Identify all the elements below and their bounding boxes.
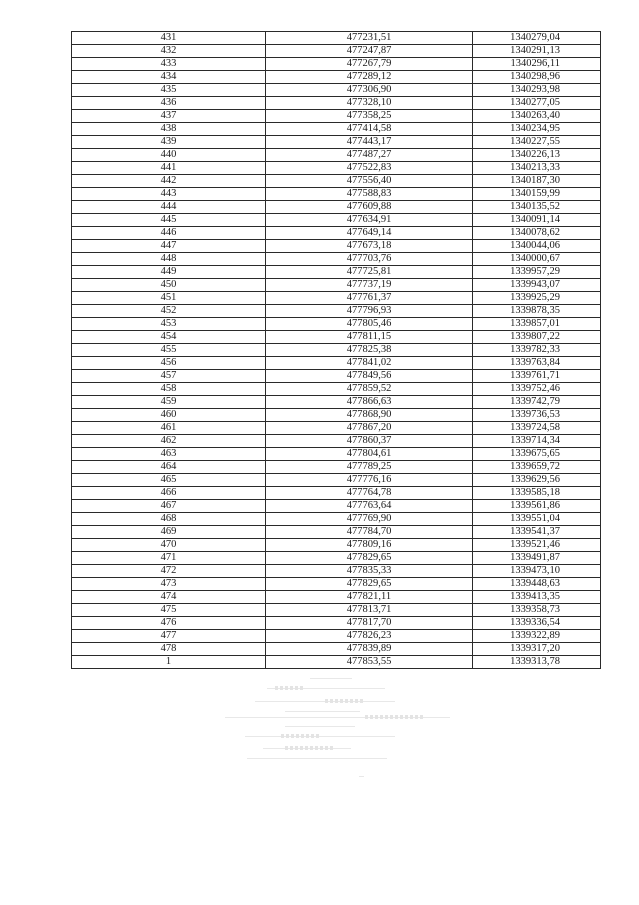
point-number-cell: 463 [72, 448, 266, 461]
point-number-cell: 450 [72, 279, 266, 292]
x-coordinate-cell: 477841,02 [266, 357, 473, 370]
y-coordinate-cell: 1339541,37 [473, 526, 601, 539]
y-coordinate-cell: 1339521,46 [473, 539, 601, 552]
table-row [72, 214, 601, 227]
point-number-cell: 439 [72, 136, 266, 149]
x-coordinate-cell: 477737,19 [266, 279, 473, 292]
table-row [72, 292, 601, 305]
table-row [72, 643, 601, 656]
x-coordinate-cell: 477821,11 [266, 591, 473, 604]
coordinates-table [71, 31, 601, 669]
point-number-cell: 477 [72, 630, 266, 643]
table-row [72, 565, 601, 578]
x-coordinate-cell: 477839,89 [266, 643, 473, 656]
table-row [72, 526, 601, 539]
table-row [72, 604, 601, 617]
x-coordinate-cell: 477860,37 [266, 435, 473, 448]
table-row [72, 279, 601, 292]
x-coordinate-cell: 477763,64 [266, 500, 473, 513]
table-row [72, 188, 601, 201]
y-coordinate-cell: 1340279,04 [473, 32, 601, 45]
point-number-cell: 434 [72, 71, 266, 84]
x-coordinate-cell: 477829,65 [266, 578, 473, 591]
point-number-cell: 465 [72, 474, 266, 487]
table-row [72, 435, 601, 448]
point-number-cell: 462 [72, 435, 266, 448]
table-row [72, 123, 601, 136]
x-coordinate-cell: 477609,88 [266, 201, 473, 214]
table-row [72, 370, 601, 383]
y-coordinate-cell: 1340277,05 [473, 97, 601, 110]
y-coordinate-cell: 1339551,04 [473, 513, 601, 526]
y-coordinate-cell: 1339675,65 [473, 448, 601, 461]
table-row [72, 500, 601, 513]
coordinates-table-body [72, 32, 601, 669]
point-number-cell: 445 [72, 214, 266, 227]
point-number-cell: 451 [72, 292, 266, 305]
point-number-cell: 467 [72, 500, 266, 513]
point-number-cell: 442 [72, 175, 266, 188]
y-coordinate-cell: 1340227,55 [473, 136, 601, 149]
table-row [72, 266, 601, 279]
y-coordinate-cell: 1339957,29 [473, 266, 601, 279]
x-coordinate-cell: 477703,76 [266, 253, 473, 266]
x-coordinate-cell: 477866,63 [266, 396, 473, 409]
point-number-cell: 447 [72, 240, 266, 253]
x-coordinate-cell: 477588,83 [266, 188, 473, 201]
x-coordinate-cell: 477328,10 [266, 97, 473, 110]
table-row [72, 630, 601, 643]
point-number-cell: 473 [72, 578, 266, 591]
y-coordinate-cell: 1339763,84 [473, 357, 601, 370]
x-coordinate-cell: 477829,65 [266, 552, 473, 565]
table-row [72, 162, 601, 175]
y-coordinate-cell: 1339358,73 [473, 604, 601, 617]
table-row [72, 344, 601, 357]
point-number-cell: 452 [72, 305, 266, 318]
y-coordinate-cell: 1339448,63 [473, 578, 601, 591]
table-row [72, 591, 601, 604]
y-coordinate-cell: 1340091,14 [473, 214, 601, 227]
x-coordinate-cell: 477764,78 [266, 487, 473, 500]
y-coordinate-cell: 1340291,13 [473, 45, 601, 58]
x-coordinate-cell: 477522,83 [266, 162, 473, 175]
table-row [72, 201, 601, 214]
table-row [72, 305, 601, 318]
x-coordinate-cell: 477789,25 [266, 461, 473, 474]
x-coordinate-cell: 477761,37 [266, 292, 473, 305]
point-number-cell: 460 [72, 409, 266, 422]
x-coordinate-cell: 477825,38 [266, 344, 473, 357]
x-coordinate-cell: 477796,93 [266, 305, 473, 318]
table-row [72, 487, 601, 500]
table-row [72, 383, 601, 396]
table-row [72, 84, 601, 97]
y-coordinate-cell: 1339943,07 [473, 279, 601, 292]
point-number-cell: 436 [72, 97, 266, 110]
y-coordinate-cell: 1339313,78 [473, 656, 601, 669]
y-coordinate-cell: 1339491,87 [473, 552, 601, 565]
table-row [72, 149, 601, 162]
point-number-cell: 444 [72, 201, 266, 214]
y-coordinate-cell: 1339322,89 [473, 630, 601, 643]
x-coordinate-cell: 477817,70 [266, 617, 473, 630]
y-coordinate-cell: 1340213,33 [473, 162, 601, 175]
table-row [72, 422, 601, 435]
x-coordinate-cell: 477673,18 [266, 240, 473, 253]
point-number-cell: 437 [72, 110, 266, 123]
x-coordinate-cell: 477811,15 [266, 331, 473, 344]
point-number-cell: 478 [72, 643, 266, 656]
table-row [72, 474, 601, 487]
table-row [72, 448, 601, 461]
point-number-cell: 469 [72, 526, 266, 539]
y-coordinate-cell: 1340159,99 [473, 188, 601, 201]
table-row [72, 32, 601, 45]
x-coordinate-cell: 477649,14 [266, 227, 473, 240]
y-coordinate-cell: 1339724,58 [473, 422, 601, 435]
x-coordinate-cell: 477776,16 [266, 474, 473, 487]
table-row [72, 175, 601, 188]
table-row [72, 71, 601, 84]
x-coordinate-cell: 477826,23 [266, 630, 473, 643]
point-number-cell: 476 [72, 617, 266, 630]
point-number-cell: 432 [72, 45, 266, 58]
y-coordinate-cell: 1340135,52 [473, 201, 601, 214]
x-coordinate-cell: 477849,56 [266, 370, 473, 383]
table-row [72, 240, 601, 253]
y-coordinate-cell: 1339629,56 [473, 474, 601, 487]
point-number-cell: 1 [72, 656, 266, 669]
y-coordinate-cell: 1339752,46 [473, 383, 601, 396]
table-row [72, 617, 601, 630]
x-coordinate-cell: 477247,87 [266, 45, 473, 58]
table-row [72, 539, 601, 552]
y-coordinate-cell: 1339317,20 [473, 643, 601, 656]
point-number-cell: 441 [72, 162, 266, 175]
table-row [72, 331, 601, 344]
x-coordinate-cell: 477556,40 [266, 175, 473, 188]
x-coordinate-cell: 477306,90 [266, 84, 473, 97]
y-coordinate-cell: 1340234,95 [473, 123, 601, 136]
y-coordinate-cell: 1339761,71 [473, 370, 601, 383]
point-number-cell: 475 [72, 604, 266, 617]
point-number-cell: 433 [72, 58, 266, 71]
point-number-cell: 471 [72, 552, 266, 565]
point-number-cell: 472 [72, 565, 266, 578]
y-coordinate-cell: 1339736,53 [473, 409, 601, 422]
y-coordinate-cell: 1339742,79 [473, 396, 601, 409]
y-coordinate-cell: 1339473,10 [473, 565, 601, 578]
point-number-cell: 456 [72, 357, 266, 370]
table-row [72, 513, 601, 526]
x-coordinate-cell: 477487,27 [266, 149, 473, 162]
table-row [72, 409, 601, 422]
point-number-cell: 454 [72, 331, 266, 344]
point-number-cell: 455 [72, 344, 266, 357]
point-number-cell: 461 [72, 422, 266, 435]
point-number-cell: 446 [72, 227, 266, 240]
table-row [72, 58, 601, 71]
x-coordinate-cell: 477267,79 [266, 58, 473, 71]
table-row [72, 357, 601, 370]
point-number-cell: 449 [72, 266, 266, 279]
y-coordinate-cell: 1339925,29 [473, 292, 601, 305]
table-row [72, 110, 601, 123]
x-coordinate-cell: 477358,25 [266, 110, 473, 123]
y-coordinate-cell: 1339714,34 [473, 435, 601, 448]
point-number-cell: 466 [72, 487, 266, 500]
table-row [72, 45, 601, 58]
point-number-cell: 468 [72, 513, 266, 526]
y-coordinate-cell: 1339878,35 [473, 305, 601, 318]
x-coordinate-cell: 477634,91 [266, 214, 473, 227]
point-number-cell: 440 [72, 149, 266, 162]
table-row [72, 396, 601, 409]
y-coordinate-cell: 1340000,67 [473, 253, 601, 266]
y-coordinate-cell: 1339807,22 [473, 331, 601, 344]
y-coordinate-cell: 1340226,13 [473, 149, 601, 162]
x-coordinate-cell: 477725,81 [266, 266, 473, 279]
point-number-cell: 435 [72, 84, 266, 97]
y-coordinate-cell: 1340293,98 [473, 84, 601, 97]
x-coordinate-cell: 477805,46 [266, 318, 473, 331]
y-coordinate-cell: 1340298,96 [473, 71, 601, 84]
x-coordinate-cell: 477859,52 [266, 383, 473, 396]
table-row [72, 461, 601, 474]
y-coordinate-cell: 1340296,11 [473, 58, 601, 71]
point-number-cell: 470 [72, 539, 266, 552]
x-coordinate-cell: 477868,90 [266, 409, 473, 422]
table-row [72, 656, 601, 669]
y-coordinate-cell: 1339659,72 [473, 461, 601, 474]
y-coordinate-cell: 1339413,35 [473, 591, 601, 604]
y-coordinate-cell: 1340078,62 [473, 227, 601, 240]
y-coordinate-cell: 1340044,06 [473, 240, 601, 253]
x-coordinate-cell: 477231,51 [266, 32, 473, 45]
point-number-cell: 438 [72, 123, 266, 136]
table-row [72, 552, 601, 565]
y-coordinate-cell: 1340187,30 [473, 175, 601, 188]
point-number-cell: 464 [72, 461, 266, 474]
x-coordinate-cell: 477443,17 [266, 136, 473, 149]
point-number-cell: 431 [72, 32, 266, 45]
point-number-cell: 458 [72, 383, 266, 396]
x-coordinate-cell: 477769,90 [266, 513, 473, 526]
point-number-cell: 459 [72, 396, 266, 409]
point-number-cell: 453 [72, 318, 266, 331]
x-coordinate-cell: 477867,20 [266, 422, 473, 435]
table-row [72, 318, 601, 331]
y-coordinate-cell: 1339585,18 [473, 487, 601, 500]
y-coordinate-cell: 1339857,01 [473, 318, 601, 331]
point-number-cell: 457 [72, 370, 266, 383]
y-coordinate-cell: 1339561,86 [473, 500, 601, 513]
x-coordinate-cell: 477813,71 [266, 604, 473, 617]
faded-stamp-block [215, 676, 450, 786]
x-coordinate-cell: 477784,70 [266, 526, 473, 539]
x-coordinate-cell: 477804,61 [266, 448, 473, 461]
x-coordinate-cell: 477835,33 [266, 565, 473, 578]
x-coordinate-cell: 477853,55 [266, 656, 473, 669]
point-number-cell: 474 [72, 591, 266, 604]
table-row [72, 253, 601, 266]
table-row [72, 97, 601, 110]
table-row [72, 136, 601, 149]
x-coordinate-cell: 477809,16 [266, 539, 473, 552]
point-number-cell: 443 [72, 188, 266, 201]
table-row [72, 227, 601, 240]
y-coordinate-cell: 1339336,54 [473, 617, 601, 630]
x-coordinate-cell: 477414,58 [266, 123, 473, 136]
y-coordinate-cell: 1339782,33 [473, 344, 601, 357]
table-row [72, 578, 601, 591]
y-coordinate-cell: 1340263,40 [473, 110, 601, 123]
x-coordinate-cell: 477289,12 [266, 71, 473, 84]
point-number-cell: 448 [72, 253, 266, 266]
